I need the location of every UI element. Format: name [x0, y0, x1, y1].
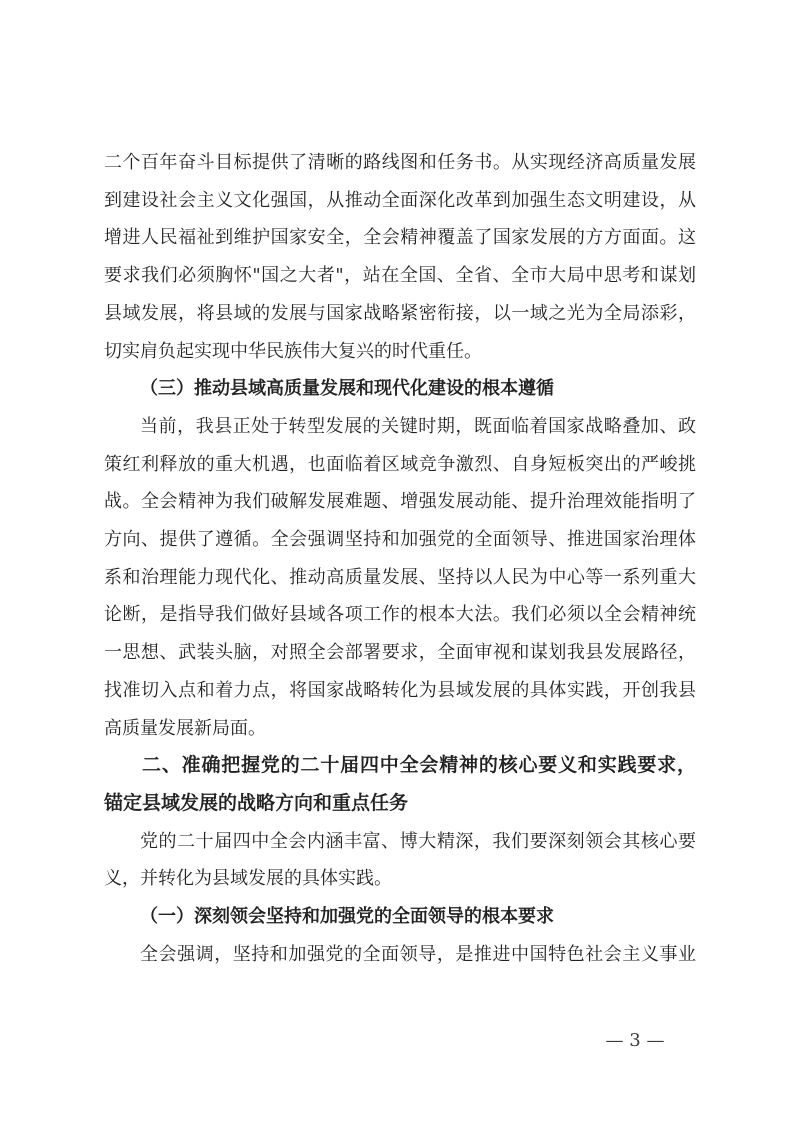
page-number: — 3 —: [605, 1030, 665, 1051]
document-body: [104, 144, 696, 973]
text-line: 策红利释放的重大机遇，也面临着区域竞争激烈、自身短板突出的严峻挑: [104, 453, 696, 475]
subsection-heading-line: （一）深刻领会坚持和加强党的全面领导的根本要求: [140, 906, 554, 928]
text-line: 要求我们必须胸怀"国之大者"，站在全国、全省、全市大局中思考和谋划: [104, 265, 696, 287]
text-line: 当前，我县正处于转型发展的关键时期，既面临着国家战略叠加、政: [140, 415, 696, 437]
text-line: 县域发展，将县域的发展与国家战略紧密衔接，以一域之光为全局添彩，: [104, 302, 696, 324]
text-line: 战。全会精神为我们破解发展难题、增强发展动能、提升治理效能指明了: [104, 491, 696, 513]
subsection-heading-3: [104, 370, 696, 408]
subsection-heading-line: （三）推动县域高质量发展和现代化建设的根本遵循: [140, 378, 554, 400]
section-heading-line: 二、准确把握党的二十届四中全会精神的核心要义和实践要求，: [142, 754, 696, 777]
text-line: 二个百年奋斗目标提供了清晰的路线图和任务书。从实现经济高质量发展: [104, 152, 696, 173]
text-line: 党的二十届四中全会内涵丰富、博大精深，我们要深刻领会其核心要: [140, 830, 696, 852]
text-line: 方向、提供了遵循。全会强调坚持和加强党的全面领导、推进国家治理体: [104, 529, 696, 551]
paragraph: [104, 823, 696, 898]
subsection-heading-1: [104, 898, 696, 936]
paragraph: [104, 408, 696, 747]
text-line: 增进人民福祉到维护国家安全，全会精神覆盖了国家发展的方方面面。这: [104, 227, 696, 249]
text-line: 全会强调，坚持和加强党的全面领导，是推进中国特色社会主义事业: [140, 943, 696, 965]
text-line: 论断，是指导我们做好县域各项工作的根本大法。我们必须以全会精神统: [104, 604, 696, 626]
text-line: 切实肩负起实现中华民族伟大复兴的时代重任。: [104, 340, 482, 362]
text-line: 高质量发展新局面。: [104, 717, 266, 739]
section-heading-2: [104, 747, 696, 822]
text-line: 义，并转化为县域发展的具体实践。: [104, 868, 392, 890]
section-heading-line: 锚定县域发展的战略方向和重点任务: [104, 791, 409, 814]
paragraph: [104, 936, 696, 974]
text-line: 找准切入点和着力点，将国家战略转化为县域发展的具体实践，开创我县: [104, 679, 696, 701]
text-line: 系和治理能力现代化、推动高质量发展、坚持以人民为中心等一系列重大: [104, 566, 696, 588]
text-line: 到建设社会主义文化强国，从推动全面深化改革到加强生态文明建设，从: [104, 189, 696, 211]
paragraph-continued: [104, 144, 696, 370]
text-line: 一思想、武装头脑，对照全会部署要求，全面审视和谋划我县发展路径，: [104, 642, 696, 664]
